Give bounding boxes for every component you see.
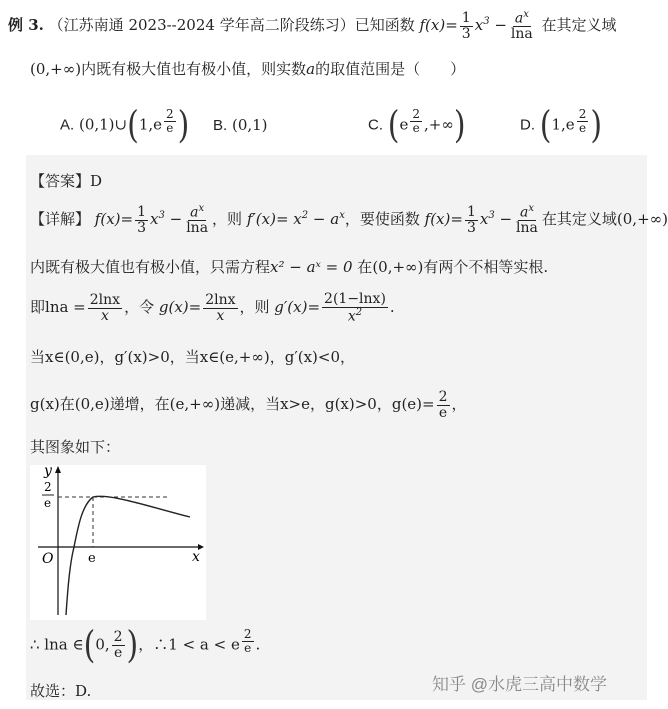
answer-value: D [90, 172, 103, 190]
x-tick-e: e [88, 551, 96, 566]
conclusion-b: ，∴1 < a < [138, 635, 227, 654]
explanation-line-1: 【详解】 f(x)= $\frac{1}{3}$ $x^3$ − $\frac{a^x}{\ln a}$ ，则 $f'(x)= x^2 - a^x$，要使函数 f(x)= $\frac{1}{3}$ $x^3$ − $\frac{a^x}{\ln a}$ 在其定义域(0,+∞) [30, 203, 668, 237]
explanation-line-4: 当x∈(0,e)，g′(x)>0，当x∈(e,+∞)，g′(x)<0， [30, 348, 355, 366]
option-b[interactable] [213, 116, 268, 134]
question-source: （江苏南通 2023--2024 学年高二阶段练习） [48, 16, 355, 35]
y-axis-label: y [44, 463, 52, 479]
y-tick-den: e [44, 496, 52, 510]
option-a[interactable]: A. (0,1)∪(1,e $^{\frac{2}{e}}$ ) [60, 103, 190, 147]
option-c-letter: C. [368, 116, 383, 134]
question-line2-text: 内既有极大值也有极小值，则实数 [81, 60, 307, 78]
example-label: 例 3. [8, 16, 44, 35]
graph-svg [30, 465, 206, 620]
explanation-domain: 在其定义域 [541, 210, 617, 229]
explanation-interval-1: (0,+∞) [616, 210, 668, 229]
interval-domain: (0,+∞) [30, 60, 82, 78]
equation: x² − aˣ = 0 [270, 258, 353, 276]
frac-1-3: $\frac{1}{3}$ [461, 9, 471, 42]
y-tick-num: 2 [44, 480, 52, 494]
answer-label: 【答案】 [30, 172, 91, 190]
line3-ling: ，令 [124, 298, 155, 317]
origin-label: O [42, 551, 54, 567]
explanation-line-5: g(x)在(0,e)递增，在(e,+∞)递减，当x>e，g(x)>0，g(e)= $\frac{2}{e}$ ， [30, 389, 467, 421]
final-choice: 故选：D. [30, 682, 92, 700]
answer-line [30, 170, 102, 191]
conclusion-a: ∴ lna ∈ [30, 635, 84, 654]
question-line-1: 例 3. （江苏南通 2023--2024 学年高二阶段练习）已知函数 f(x)= $\frac{1}{3}$ $x^3$ − $\frac{a^x}{\ln a}$ 在其定义域 [8, 9, 617, 43]
x-axis-label: x [192, 549, 200, 565]
explanation-label: 【详解】 [30, 210, 91, 229]
question-line2-tail: 的取值范围是（ ） [315, 60, 466, 78]
option-a-letter: A. [60, 116, 75, 134]
line5-text: g(x)在(0,e)递增，在(e,+∞)递减，当x>e，g(x)>0，g(e)= [30, 395, 435, 414]
var-a: a [306, 60, 316, 78]
explanation-line-3: 即lna = $\frac{2\ln x}{x}$ ，令 g(x)= $\frac{2\ln x}{x}$ ，则 g′(x)= $\frac{2(1-\ln x)}{x^2}$ . [30, 291, 395, 325]
y-axis-arrow [55, 466, 61, 473]
question-line-2 [30, 58, 465, 79]
explanation-then: ，则 [212, 210, 243, 229]
explanation-line2-tail: 有两个不相等实根. [423, 258, 549, 276]
option-d-letter: D. [520, 116, 535, 134]
option-d[interactable]: D. (1,e $^{\frac{2}{e}}$ ) [520, 103, 603, 147]
option-b-letter: B. [213, 117, 228, 134]
watermark: 知乎 @水虎三高中数学 [432, 675, 607, 694]
line3-ji: 即 [30, 298, 46, 317]
question-text-a: 已知函数 [354, 16, 415, 35]
explanation-interval-2: (0,+∞) [372, 258, 424, 276]
explanation-line-2 [30, 256, 548, 277]
graph-figure [30, 465, 206, 620]
option-c[interactable]: C. (e $^{\frac{2}{e}}$ ,+∞) [368, 103, 466, 147]
function-def: f(x)= [419, 16, 458, 35]
explanation-line2-text: 内既有极大值也有极小值，只需方程 [30, 258, 271, 276]
frac-ax-lna: $\frac{a^x}{\ln a}$ [510, 9, 533, 43]
explanation-in: 在 [357, 258, 373, 276]
question-text-b: 在其定义域 [541, 16, 617, 35]
conclusion-line: ∴ lna ∈(0, $\frac{2}{e}$ )，∴1 < a < e $^{\frac{2}{e}}$ . [30, 623, 261, 667]
explanation-need: ，要使函数 [344, 210, 420, 229]
line3-ze: ，则 [239, 298, 270, 317]
function-curve [66, 496, 190, 615]
graph-intro: 其图象如下： [30, 438, 121, 456]
option-b-value: (0,1) [231, 116, 268, 134]
